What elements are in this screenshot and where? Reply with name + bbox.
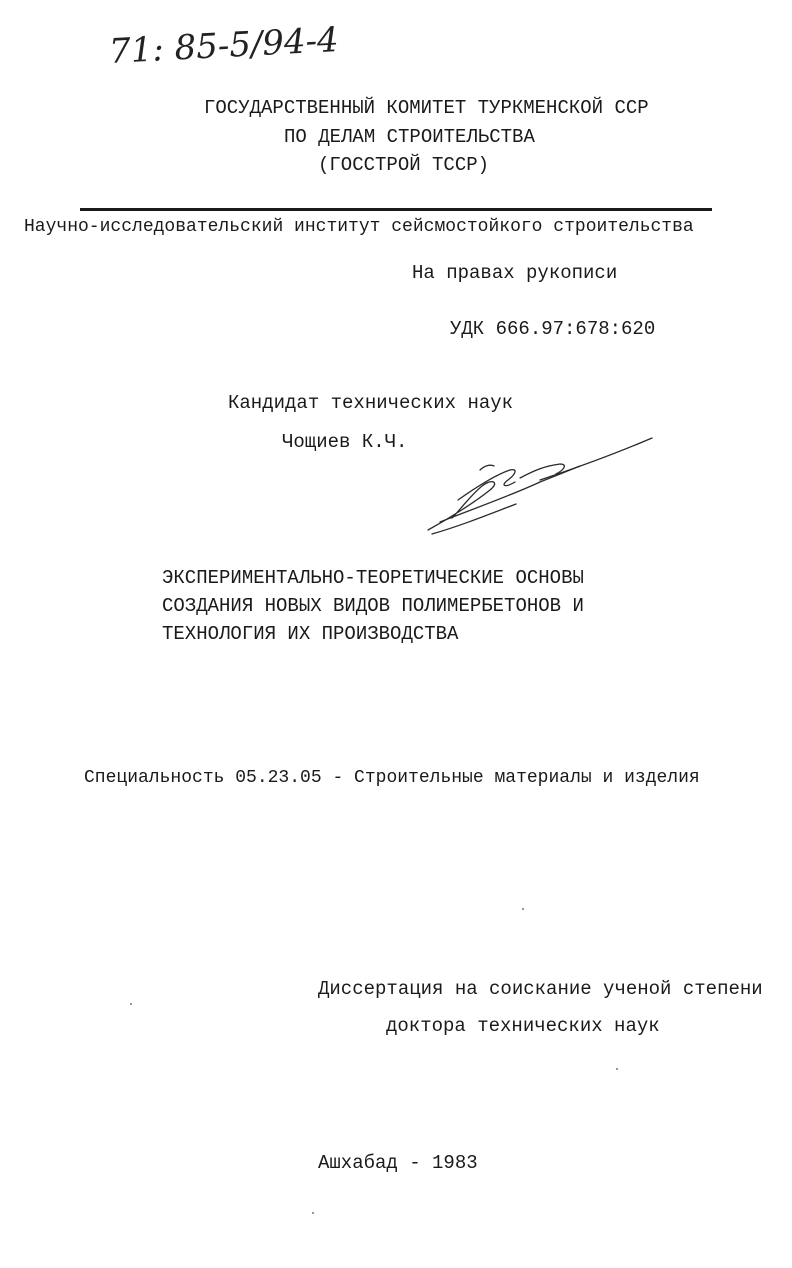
dissertation-title-line1: ЭКСПЕРИМЕНТАЛЬНО-ТЕОРЕТИЧЕСКИЕ ОСНОВЫ	[162, 567, 584, 589]
scan-speck	[522, 908, 524, 910]
committee-name-line1: ГОСУДАРСТВЕННЫЙ КОМИТЕТ ТУРКМЕНСКОЙ ССР	[204, 97, 649, 119]
author-degree: Кандидат технических наук	[228, 392, 514, 414]
degree-sought-line1: Диссертация на соискание ученой степени	[318, 978, 763, 1000]
manuscript-rights-note: На правах рукописи	[412, 262, 618, 284]
handwritten-archive-code: 71: 85-5/94-4	[108, 19, 340, 72]
author-name: Чощиев К.Ч.	[282, 431, 408, 453]
scan-speck	[312, 1212, 314, 1214]
specialty-code: Специальность 05.23.05 - Строительные материалы и изделия	[84, 768, 700, 788]
author-signature	[420, 430, 660, 540]
institute-name: Научно-исследовательский институт сейсмостойкого строительства	[24, 217, 694, 237]
udc-code: УДК 666.97:678:620	[450, 318, 656, 340]
dissertation-title-line3: ТЕХНОЛОГИЯ ИХ ПРОИЗВОДСТВА	[162, 623, 459, 645]
committee-name-line3: (ГОССТРОЙ ТССР)	[318, 154, 490, 176]
header-divider	[80, 208, 712, 211]
dissertation-title-line2: СОЗДАНИЯ НОВЫХ ВИДОВ ПОЛИМЕРБЕТОНОВ И	[162, 595, 584, 617]
scan-speck	[616, 1068, 618, 1070]
place-and-year: Ашхабад - 1983	[318, 1152, 478, 1174]
committee-name-line2: ПО ДЕЛАМ СТРОИТЕЛЬСТВА	[284, 126, 535, 148]
degree-sought-line2: доктора технических наук	[386, 1015, 660, 1037]
scan-speck	[130, 1003, 132, 1005]
